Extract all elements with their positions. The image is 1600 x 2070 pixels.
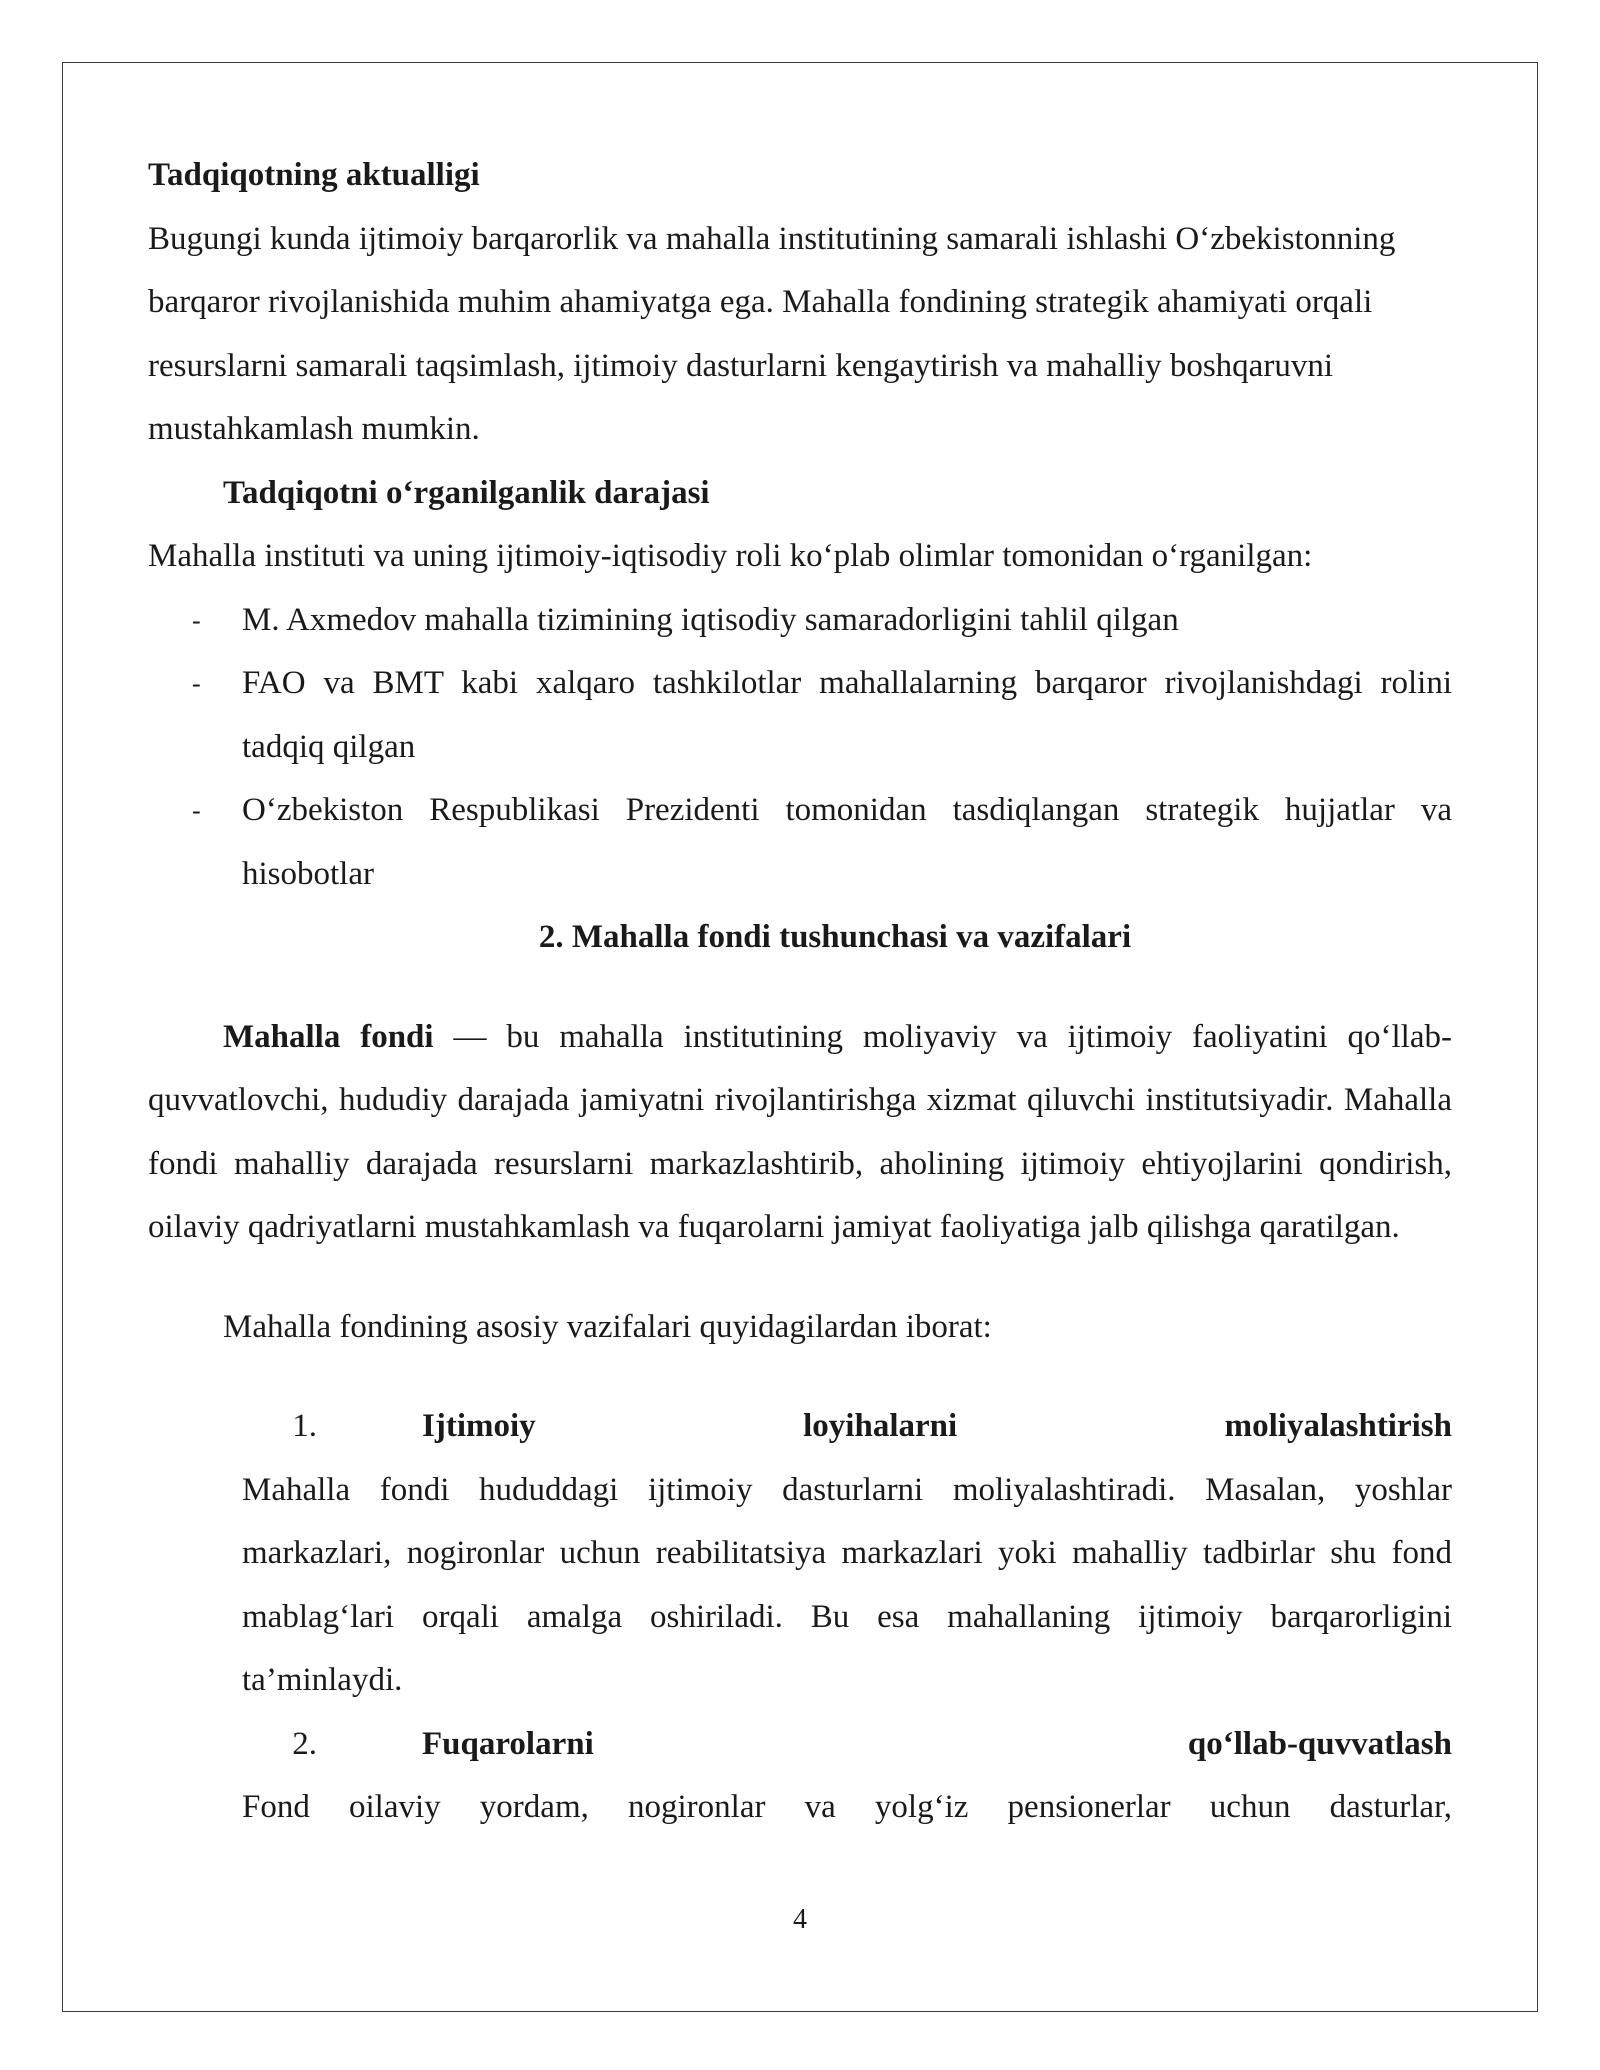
task-heading-2 — [148, 1713, 1452, 1777]
tasks-intro: Mahalla fondining asosiy vazifalari quyidagilardan iborat: — [223, 1308, 992, 1345]
spacer — [148, 970, 1452, 1006]
definition-text: — bu mahalla institutining moliyaviy va ijtimoiy faoliyatini qo‘llab-quvvatlovchi, hududiy darajada jamiyatni rivojlantirishga xizmat qiluvchi institutsiyadir. Mahalla fondi mahalliy darajada resurslarni markazlashtirib, aholining ijtimoiy ehtiyojlarini qondirish, oilaviy qadriyatlarni mustahkamlash va fuqarolarni jamiyat faoliyatiga jalb qilishga qaratilgan. — [148, 1018, 1452, 1245]
bullet-dash: - — [192, 605, 201, 635]
relevance-paragraph: Bugungi kunda ijtimoiy barqarorlik va mahalla institutining samarali ishlashi O‘zbekistonning barqaror rivojlanishida muhim ahamiyatga ega. Mahalla fondining strategik ahamiyati orqali resurslarni samarali taqsimlash, ijtimoiy dasturlarni kengaytirish va mahalliy boshqaruvni mustahkamlash mumkin. — [148, 220, 1396, 447]
page-number: 4 — [793, 1904, 807, 1935]
section-title-relevance: Tadqiqotning aktualligi — [148, 157, 480, 193]
spacer — [148, 1260, 1452, 1296]
list-item-text: FAO va BMT kabi xalqaro tashkilotlar mahallalarning barqaror rivojlanishdagi rolini tadqiq qilgan — [242, 665, 1452, 765]
task-title — [317, 1713, 1452, 1777]
chapter-heading: 2. Mahalla fondi tushunchasi va vazifalari — [538, 919, 1132, 955]
task-body-1: Mahalla fondi hududdagi ijtimoiy dasturlarni moliyalashtiradi. Masalan, yoshlar markazlari, nogironlar uchun reabilitatsiya markazlari yoki mahalliy tadbirlar shu fond mablag‘lari orqali amalga oshiriladi. Bu esa mahallaning ijtimoiy barqarorligini ta’minlaydi. — [242, 1471, 1452, 1698]
spacer — [148, 1359, 1452, 1395]
task-number: 2. — [292, 1725, 317, 1762]
definition-paragraph — [148, 1006, 1452, 1260]
task-title-word: qo‘llab-quvvatlash — [1187, 1725, 1452, 1762]
study-level-intro: Mahalla instituti va uning ijtimoiy-iqtisodiy roli ko‘plab olimlar tomonidan o‘rganilgan: — [148, 538, 1313, 574]
list-item-text: O‘zbekiston Respublikasi Prezidenti tomonidan tasdiqlangan strategik hujjatlar va hisobotlar — [242, 792, 1452, 892]
task-title — [317, 1395, 1452, 1459]
document-body — [148, 144, 1452, 1840]
task-title-word: loyihalarni — [803, 1408, 958, 1444]
task-title-word: moliyalashtirish — [1224, 1408, 1452, 1444]
list-item-text: M. Axmedov mahalla tizimining iqtisodiy samaradorligini tahlil qilgan — [242, 601, 1179, 638]
list-item — [148, 652, 1452, 779]
bullet-dash: - — [192, 669, 201, 698]
definition-term: Mahalla fondi — [223, 1018, 434, 1055]
bullet-dash: - — [192, 796, 201, 825]
task-title-word: Fuqarolarni — [422, 1725, 594, 1762]
list-item — [148, 779, 1452, 906]
task-number: 1. — [292, 1408, 317, 1444]
task-heading-1 — [148, 1395, 1452, 1459]
task-title-word: Ijtimoiy — [422, 1408, 536, 1444]
study-level-list — [148, 589, 1452, 907]
section-title-study-level: Tadqiqotni o‘rganilganlik darajasi — [223, 474, 710, 511]
list-item — [148, 589, 1452, 653]
task-body-2: Fond oilaviy yordam, nogironlar va yolg‘iz pensionerlar uchun dasturlar, — [242, 1789, 1452, 1825]
